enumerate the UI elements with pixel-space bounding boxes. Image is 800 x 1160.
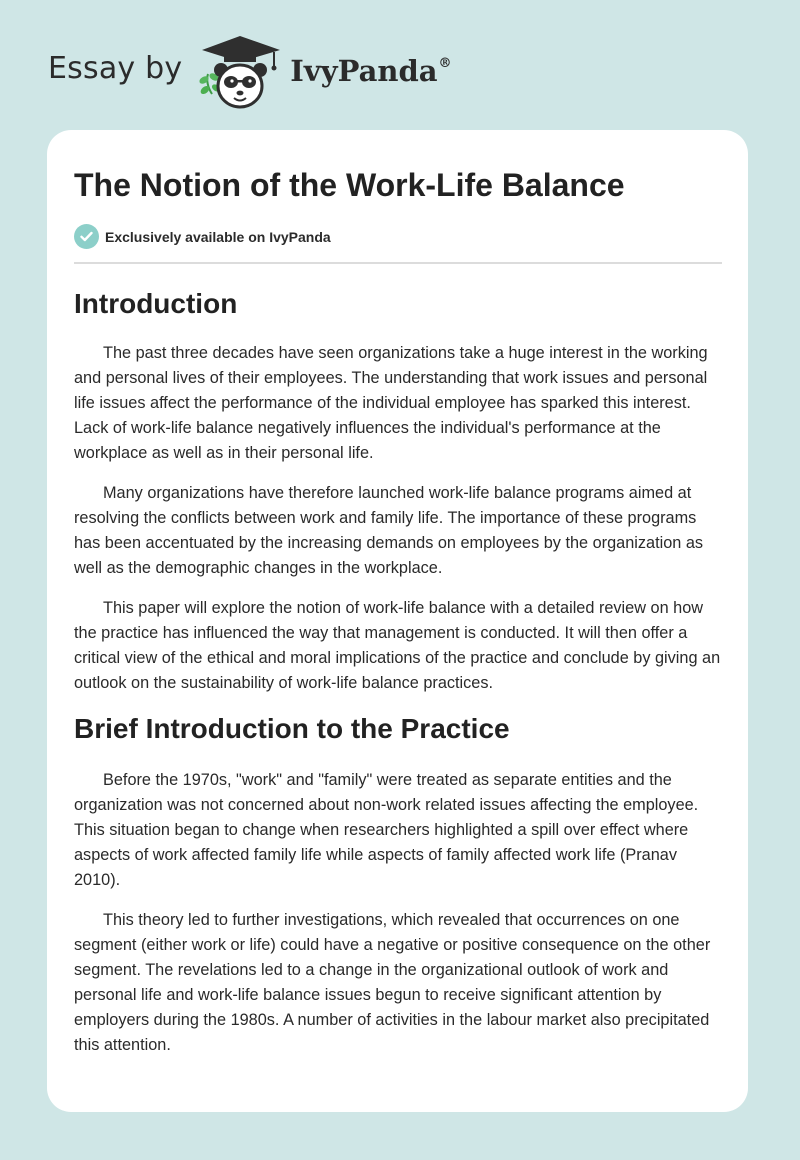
section-heading-brief-introduction: Brief Introduction to the Practice bbox=[74, 713, 510, 744]
panda-graduate-logo-icon bbox=[194, 30, 286, 114]
paragraph: Many organizations have therefore launched work-life balance programs aimed at resolving the conflicts between work and family life. The importance of these programs has been accentuated by the increasing demands on employees by the organization as well as the demographic changes in the workplace. bbox=[74, 484, 704, 577]
paragraph: The past three decades have seen organizations take a huge interest in the working and personal lives of their employees. The understanding that work issues and personal life issues affect the performance of the individual employee has sparked this interest. Lack of work-life balance negatively influences the individual's performance at the workplace as well as in their personal life. bbox=[74, 344, 708, 462]
brand-name: IvyPanda® bbox=[290, 54, 452, 88]
essay-card bbox=[47, 130, 748, 1112]
paragraph: This paper will explore the notion of work-life balance with a detailed review on how the practice has influenced the way that management is conducted. It will then offer a critical view of the ethical and moral implications of the practice and conclude by giving an outlook on the sustainability of work-life balance practices. bbox=[74, 599, 721, 692]
divider bbox=[74, 262, 722, 264]
check-circle-icon bbox=[74, 224, 99, 249]
registered-mark: ® bbox=[438, 56, 452, 71]
essay-by-label: Essay by bbox=[48, 50, 183, 86]
essay-title: The Notion of the Work-Life Balance bbox=[74, 167, 625, 203]
exclusive-label: Exclusively available on IvyPanda bbox=[105, 228, 331, 245]
paragraph: This theory led to further investigations, which revealed that occurrences on one segment (either work or life) could have a negative or positive consequence on the other segment. The revelations led to a change in the organizational outlook of work and personal life and work-life balance issues begun to receive significant attention by employers during the 1980s. A number of activities in the labour market also precipitated this attention. bbox=[74, 911, 711, 1054]
site-header bbox=[48, 30, 452, 114]
exclusive-badge bbox=[74, 224, 722, 249]
paragraph: Before the 1970s, "work" and "family" were treated as separate entities and the organization was not concerned about non-work related issues affecting the employee. This situation began to change when researchers highlighted a spill over effect where aspects of work affected family life while aspects of family affected work life (Pranav 2010). bbox=[74, 771, 699, 889]
section-heading-introduction: Introduction bbox=[74, 288, 238, 319]
ivypanda-logo[interactable] bbox=[194, 30, 451, 114]
